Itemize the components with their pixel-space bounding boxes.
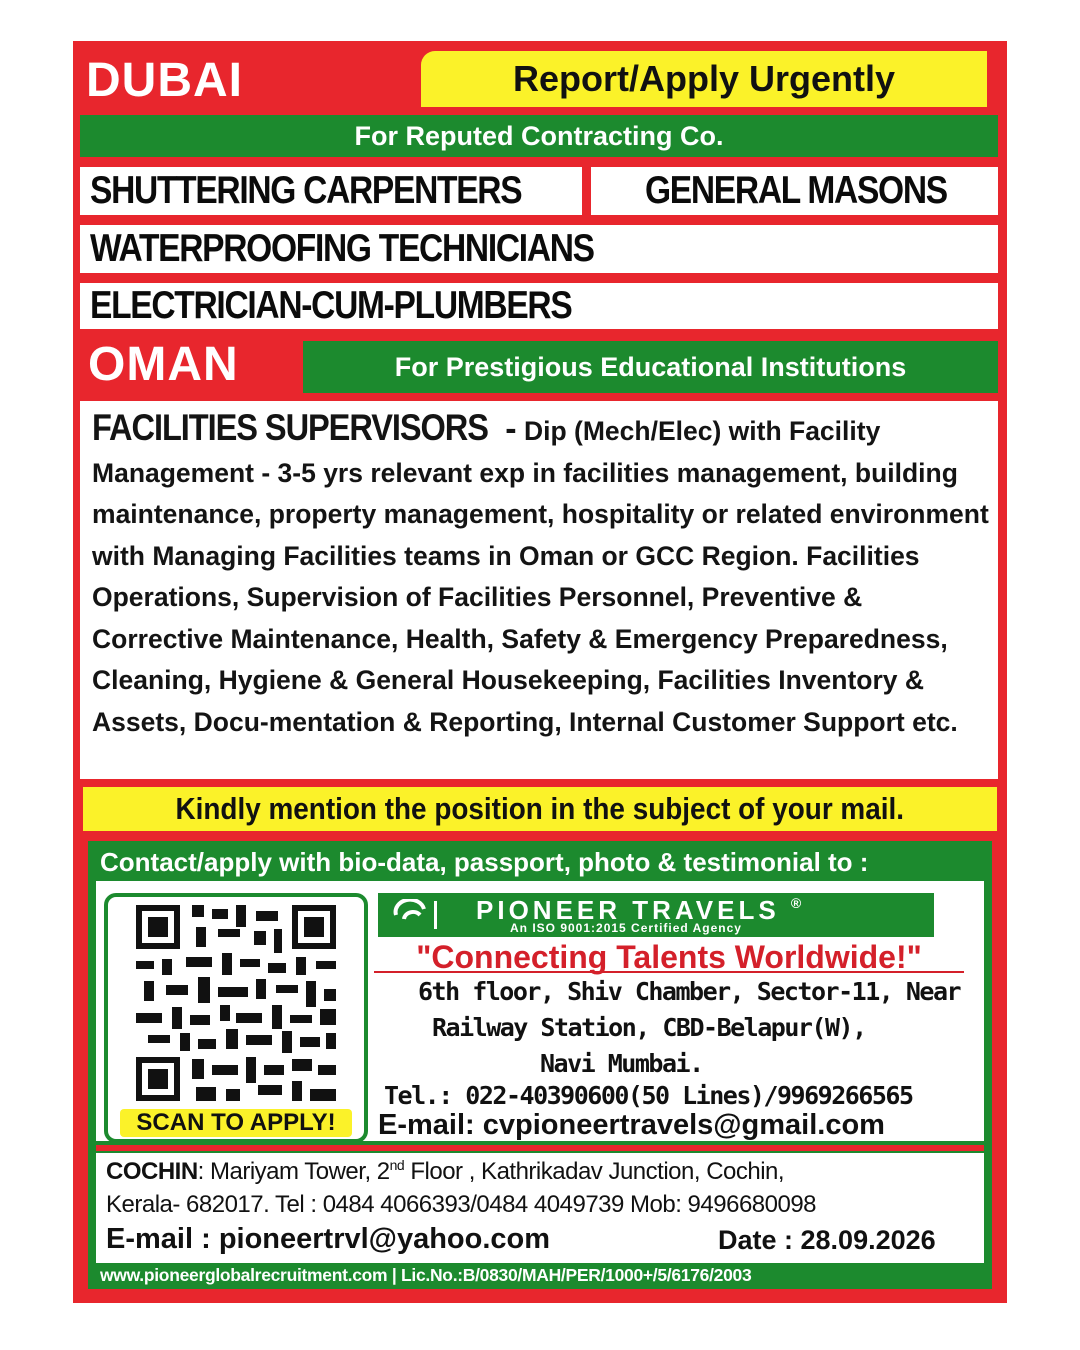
dubai-client-bar <box>80 115 998 157</box>
job-advertisement <box>73 41 1007 1303</box>
address-line-3: Navi Mumbai. <box>540 1049 703 1078</box>
email-row <box>378 1109 885 1142</box>
pioneer-travels-logo <box>378 893 934 937</box>
address-line-2: Railway Station, CBD-Belapur(W), <box>432 1013 866 1042</box>
cochin-email-row <box>106 1223 550 1256</box>
urgent-text: Report/Apply Urgently <box>512 58 896 99</box>
cochin-address-line-1 <box>106 1157 784 1186</box>
urgent-banner <box>421 51 987 107</box>
position-details: Dip (Mech/Elec) with Facility Management - 3-5 yrs relevant exp in facilities management, building maintenance, property management, hospitality or related environment with Managing Facilities teams in Oman or GCC Region. Facilities Operations, Supervision of Facilities Personnel, Preventive & Corrective Maintenance, Health, Safety & Emergency Preparedness, Cleaning, Hygiene & General Housekeeping, Facilities Inventory & Assets, Docu-mentation & Reporting, Internal Customer Support etc. <box>92 416 989 737</box>
position-electrician-cum-plumbers <box>80 283 998 329</box>
position-label: WATERPROOFING TECHNICIANS <box>90 227 594 270</box>
cochin-email-link[interactable]: pioneertrvl@yahoo.com <box>218 1223 551 1255</box>
cochin-address-text-cont: Floor , Kathrikadav Junction, Cochin, <box>404 1158 785 1185</box>
footer-website-license[interactable]: www.pioneerglobalrecruitment.com | Lic.No.:B/0830/MAH/PER/1000+/5/6176/2003 <box>100 1265 752 1285</box>
dubai-heading: DUBAI <box>86 54 243 107</box>
divider <box>96 1145 984 1151</box>
position-title: FACILITIES SUPERVISORS <box>92 407 488 448</box>
oman-client-bar <box>303 341 998 393</box>
facilities-supervisor-description <box>80 401 998 779</box>
title-dash: - <box>505 410 517 448</box>
date: Date : 28.09.2026 <box>718 1225 936 1255</box>
cochin-label: COCHIN <box>106 1158 198 1185</box>
position-label: SHUTTERING CARPENTERS <box>90 169 522 212</box>
email-label: E-mail: <box>378 1109 475 1141</box>
qr-card[interactable] <box>104 893 368 1143</box>
contact-section <box>88 841 992 1289</box>
slogan: "Connecting Talents Worldwide!" <box>374 939 964 973</box>
dubai-client-text: For Reputed Contracting Co. <box>354 120 724 151</box>
address-line-1: 6th floor, Shiv Chamber, Sector-11, Near <box>418 977 961 1006</box>
position-general-masons <box>591 167 998 215</box>
oman-client-text: For Prestigious Educational Institutions <box>394 351 907 382</box>
pioneer-logo-icon <box>390 899 442 931</box>
position-shuttering-carpenters <box>80 167 582 215</box>
position-label: GENERAL MASONS <box>645 169 947 212</box>
cochin-office-panel <box>96 1153 984 1263</box>
position-label: ELECTRICIAN-CUM-PLUMBERS <box>90 284 572 327</box>
brand-tagline: An ISO 9001:2015 Certified Agency <box>510 921 742 935</box>
cochin-address-text: : Mariyam Tower, 2 <box>197 1158 390 1185</box>
position-waterproofing-technicians <box>80 225 998 273</box>
scan-to-apply-label[interactable]: SCAN TO APPLY! <box>120 1109 352 1137</box>
ordinal-suffix: nd <box>389 1157 405 1173</box>
contact-intro: Contact/apply with bio-data, passport, photo & testimonial to : <box>100 847 869 877</box>
qr-code-icon[interactable] <box>136 905 336 1101</box>
registered-mark: ® <box>790 895 806 911</box>
cochin-email-label: E-mail : <box>106 1223 211 1255</box>
brand-name: PIONEER TRAVELS <box>476 895 780 925</box>
cochin-address-line-2: Kerala- 682017. Tel : 0484 4066393/0484 4049739 Mob: 9496680098 <box>106 1191 817 1218</box>
subject-notice <box>83 787 997 831</box>
telephone[interactable]: Tel.: 022-40390600(50 Lines)/9969266565 <box>384 1081 913 1110</box>
oman-heading: OMAN <box>88 338 239 391</box>
email-link[interactable]: cvpioneertravels@gmail.com <box>482 1109 885 1141</box>
subject-notice-text: Kindly mention the position in the subject of your mail. <box>175 791 905 826</box>
